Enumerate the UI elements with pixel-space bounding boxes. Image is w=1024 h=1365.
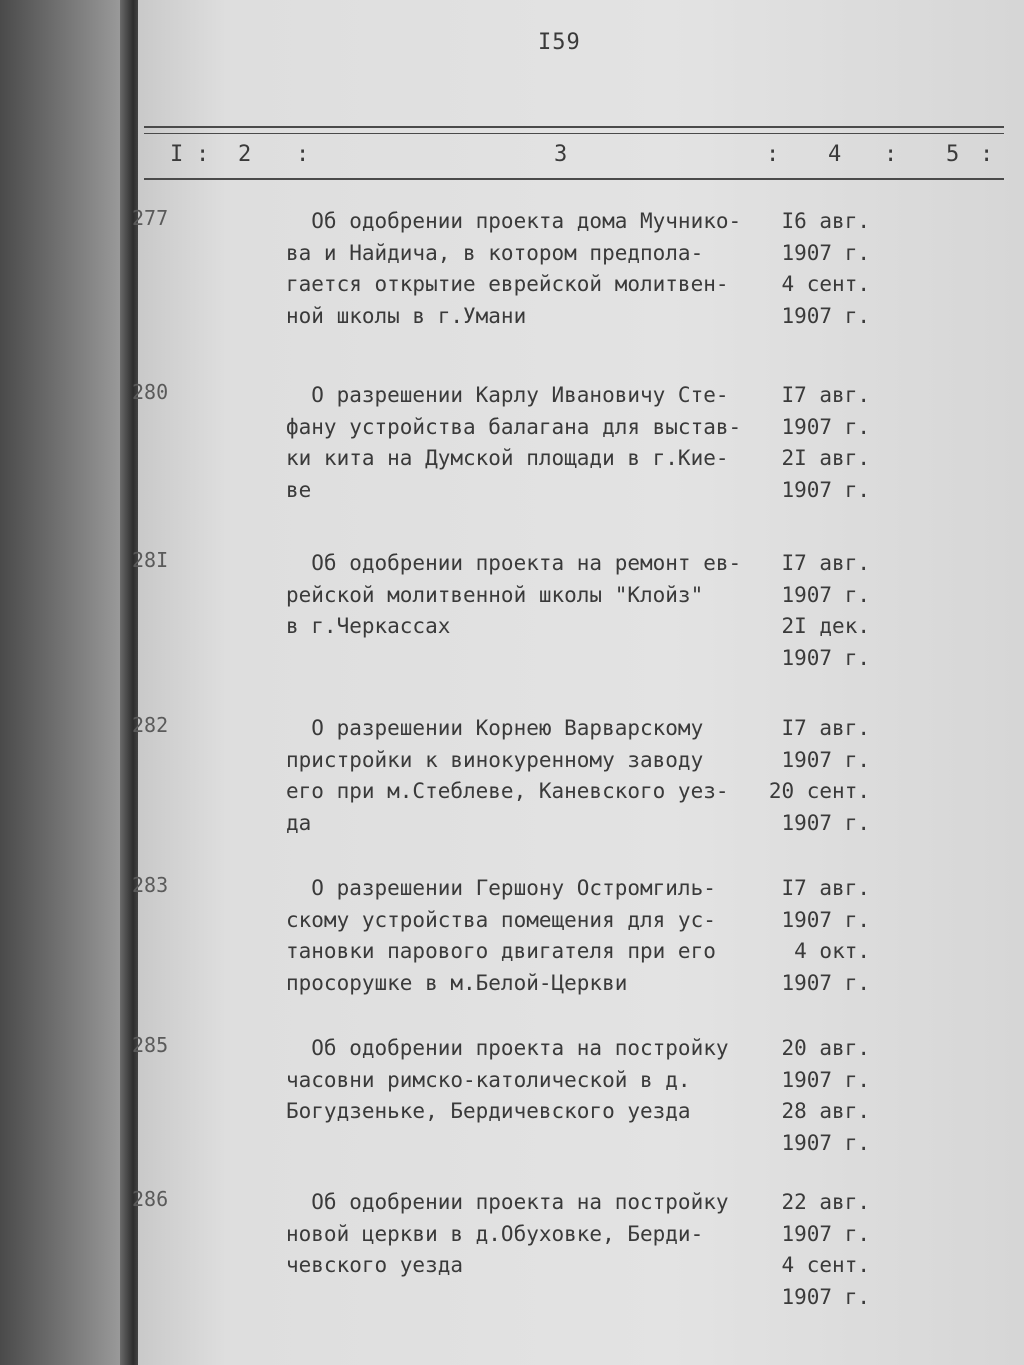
entry-description: Об одобрении проекта на постройку новой церкви в д.Обуховке, Берди- чевского уезда bbox=[286, 1190, 729, 1277]
entry-number: 28I bbox=[132, 548, 169, 572]
entry-description: Об одобрении проекта на постройку часовни римско-католической в д. Богудзеньке, Бердичевского уезда bbox=[286, 1036, 729, 1123]
entry-dates: I7 авг. 1907 г. 2I авг. 1907 г. bbox=[781, 383, 870, 502]
entry-dates: I6 авг. 1907 г. 4 сент. 1907 г. bbox=[781, 209, 870, 328]
page-number: I59 bbox=[538, 30, 581, 55]
left-page-edge bbox=[0, 0, 138, 1365]
header-col-2: 2 bbox=[238, 142, 252, 167]
entry-number: 277 bbox=[132, 206, 169, 230]
entry-number: 280 bbox=[132, 380, 169, 404]
header-col-4: 4 bbox=[828, 142, 842, 167]
header-col-3: 3 bbox=[554, 142, 568, 167]
entry-dates: 20 авг. 1907 г. 28 авг. 1907 г. bbox=[781, 1036, 870, 1155]
entry-description: О разрешении Гершону Остромгиль- скому устройства помещения для ус- тановки парового двигателя при его просорушке в м.Белой-Церкви bbox=[286, 876, 716, 995]
entry-number: 282 bbox=[132, 713, 169, 737]
entry-dates: 22 авг. 1907 г. 4 сент. 1907 г. bbox=[781, 1190, 870, 1309]
document-page: I59 I : 2 : 3 : 4 : 5 : 277 Об одобрении проекта дома Мучнико- ва и Найдича, в котором предпола- гается открытие еврейской молитвен- ной школы в г.Умани I6 авг. 1907 г. 4 сент. 1907 г. 280 О разрешении Карлу Ивановичу Сте- фану устройства балагана для выстав- ки кита на Думской площади в г.Кие- ве I7 авг. 1907 г. 2I авг. 1907 г. 28I Об одобрении проекта на ремонт ев- рейской молитвенной школы "Клойз" в г.Черкассах I7 авг. 1907 г. 2I дек. 1907 г. 282 О разрешении Корнею Варварскому пристройки к винокуренному заводу его при м.Стеблеве, Каневского уез- да I7 авг. 1907 г. 20 сент. 1907 г. 283 О разрешении Гершону Остромгиль- скому устройства помещения для ус- тановки парового двигателя при его просорушке в м.Белой-Церкви I7 авг. 1907 г. 4 окт. 1907 г. 285 Об одобрении проекта на постройку часовни римско-католической в д. Богудзеньке, Бердичевского уезда 20 авг. 1907 г. 28 авг. 1907 г. 286 Об одобрении проекта на постройку новой церкви в д.Обуховке, Берди- чевского уезда 22 авг. 1907 г. 4 сент. 1907 г. bbox=[138, 0, 1024, 1365]
entry-description: О разрешении Корнею Варварскому пристройки к винокуренному заводу его при м.Стеблеве, Каневского уез- да bbox=[286, 716, 729, 835]
entry-dates: I7 авг. 1907 г. 4 окт. 1907 г. bbox=[781, 876, 870, 995]
entry-description: Об одобрении проекта дома Мучнико- ва и Найдича, в котором предпола- гается открытие еврейской молитвен- ной школы в г.Умани bbox=[286, 209, 742, 328]
header-col-5: 5 bbox=[946, 142, 960, 167]
header-rule-bottom bbox=[144, 178, 1004, 180]
entry-description: О разрешении Карлу Ивановичу Сте- фану устройства балагана для выстав- ки кита на Думской площади в г.Кие- ве bbox=[286, 383, 742, 502]
header-rule-top bbox=[144, 126, 1004, 128]
entry-number: 286 bbox=[132, 1187, 169, 1211]
entry-number: 283 bbox=[132, 873, 169, 897]
entry-dates: I7 авг. 1907 г. 20 сент. 1907 г. bbox=[768, 716, 870, 835]
entry-number: 285 bbox=[132, 1033, 169, 1057]
header-col-1: I bbox=[170, 142, 184, 167]
header-rule-top-inner bbox=[144, 133, 1004, 134]
entry-dates: I7 авг. 1907 г. 2I дек. 1907 г. bbox=[781, 551, 870, 670]
entry-description: Об одобрении проекта на ремонт ев- рейской молитвенной школы "Клойз" в г.Черкассах bbox=[286, 551, 742, 638]
